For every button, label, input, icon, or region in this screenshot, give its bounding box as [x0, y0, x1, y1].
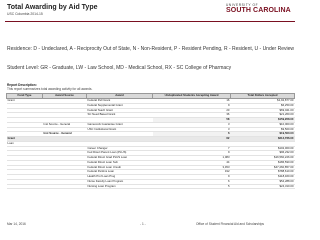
table-cell: Federal Supplemental Grant: [87, 103, 153, 108]
table-cell: Nursing Loan Program: [87, 184, 153, 189]
report-title: Total Awarding by Aid Type: [7, 4, 98, 11]
table-cell: 16: [153, 99, 231, 104]
column-header: Unduplicated Students Accepting Award: [153, 94, 231, 99]
table-cell: $10,000.00: [231, 122, 295, 127]
table-cell: SC Need Based Grant: [87, 113, 153, 118]
table-cell: 6: [153, 132, 231, 137]
column-header: Award Source: [43, 94, 87, 99]
table-cell: Loan: [7, 141, 43, 146]
office-name: Office of Student Financial Aid and Scholarships: [196, 222, 264, 226]
table-cell: $47,260,857.00: [231, 165, 295, 170]
table-cell: $788,610.00: [231, 170, 295, 175]
table-cell: 192: [153, 170, 231, 175]
table-cell: $16,560,226.00: [231, 156, 295, 161]
table-cell: Fed Direct Parent Loan (PLUS): [87, 151, 153, 156]
report-description-heading: Report Description:: [7, 83, 37, 87]
table-cell: $118,460.00: [231, 175, 295, 180]
table-cell: $24,310.00: [231, 184, 295, 189]
table-cell: Nurse Faculty Loan Program: [87, 179, 153, 184]
table-cell: $6,250.00: [231, 103, 295, 108]
table-cell: $69,041.00: [231, 108, 295, 113]
table-cell: 44: [153, 160, 231, 165]
table-cell: 58: [153, 118, 231, 123]
table-cell: $159,958.00: [231, 118, 295, 123]
table-cell: Federal Direct Loan Sub: [87, 160, 153, 165]
table-cell: Federal Direct Grad PLUS Loan: [87, 156, 153, 161]
table-cell: $54,288.00: [231, 179, 295, 184]
column-header: Award: [87, 94, 153, 99]
column-header: Fund Type: [7, 94, 43, 99]
table-cell: 5: [153, 184, 231, 189]
report-date: Mar 14, 2016: [7, 222, 26, 226]
table-cell: Grant: [7, 99, 43, 104]
table-cell: Inst Source - General: [43, 122, 87, 127]
report-filters: [7, 45, 294, 83]
table-cell: Grant: [7, 137, 43, 142]
table-cell: Health Prof Loan Prog: [87, 175, 153, 180]
table-cell: Federal Teach Grant: [87, 108, 153, 113]
table-cell: Inst Source - General: [43, 132, 87, 137]
table-cell: 7: [153, 146, 231, 151]
table-cell: Career Changer: [87, 146, 153, 151]
table-cell: $9,500.00: [231, 127, 295, 132]
table-cell: 62: [153, 137, 231, 142]
table-cell: [7, 184, 43, 189]
table-cell: Federal Pell Grant: [87, 99, 153, 104]
page-number: - 1 -: [140, 222, 146, 226]
table-row: [7, 184, 295, 189]
table-cell: USC Institutional Grant: [87, 127, 153, 132]
table-cell: $96,232.00: [231, 151, 295, 156]
table-cell: 36: [153, 113, 231, 118]
student-level-filter: Student Level: GR - Graduate, LW - Law School, MD - Medical School, RX - SC College of Pharmacy: [7, 65, 232, 71]
table-cell: 1,083: [153, 156, 231, 161]
logo-line-1: UNIVERSITY OF: [226, 3, 259, 7]
report-subtitle: USC Columbia 2014-15: [7, 12, 43, 16]
header-divider: [5, 21, 295, 22]
table-cell: 9: [153, 103, 231, 108]
table-cell: [43, 184, 87, 189]
table-cell: 3,453: [153, 165, 231, 170]
table-cell: Federal Perkins Loan: [87, 170, 153, 175]
table-cell: $1,92,877.00: [231, 99, 295, 104]
residence-filter: Residence: D - Undeclared, A - Reciprocity Out of State, N - Non-Resident, P - Resident Pending, R - Resident, U - Under Review: [7, 46, 294, 52]
table-cell: 9: [153, 151, 231, 156]
column-header: Total Dollars Accepted: [231, 94, 295, 99]
table-cell: $186,590.00: [231, 160, 295, 165]
table-cell: $19,500.00: [231, 132, 295, 137]
table-cell: 9: [153, 175, 231, 180]
table-body: [7, 99, 295, 189]
logo-line-2: SOUTH CAROLINA: [226, 7, 291, 14]
table-cell: $102,000.00: [231, 146, 295, 151]
report-description: This report summarizes total awarding activity for all awards.: [7, 87, 93, 91]
table-cell: $21,260.00: [231, 113, 295, 118]
awards-table: [6, 93, 295, 189]
university-logo: [226, 3, 296, 20]
table-cell: Gamecock Guarantee Grant: [87, 122, 153, 127]
table-cell: 3: [153, 122, 231, 127]
table-cell: $214,766.00: [231, 137, 295, 142]
table-cell: 20: [153, 108, 231, 113]
table-cell: 6: [153, 179, 231, 184]
table-cell: 3: [153, 127, 231, 132]
table-cell: Federal Direct Loan Unsub: [87, 165, 153, 170]
